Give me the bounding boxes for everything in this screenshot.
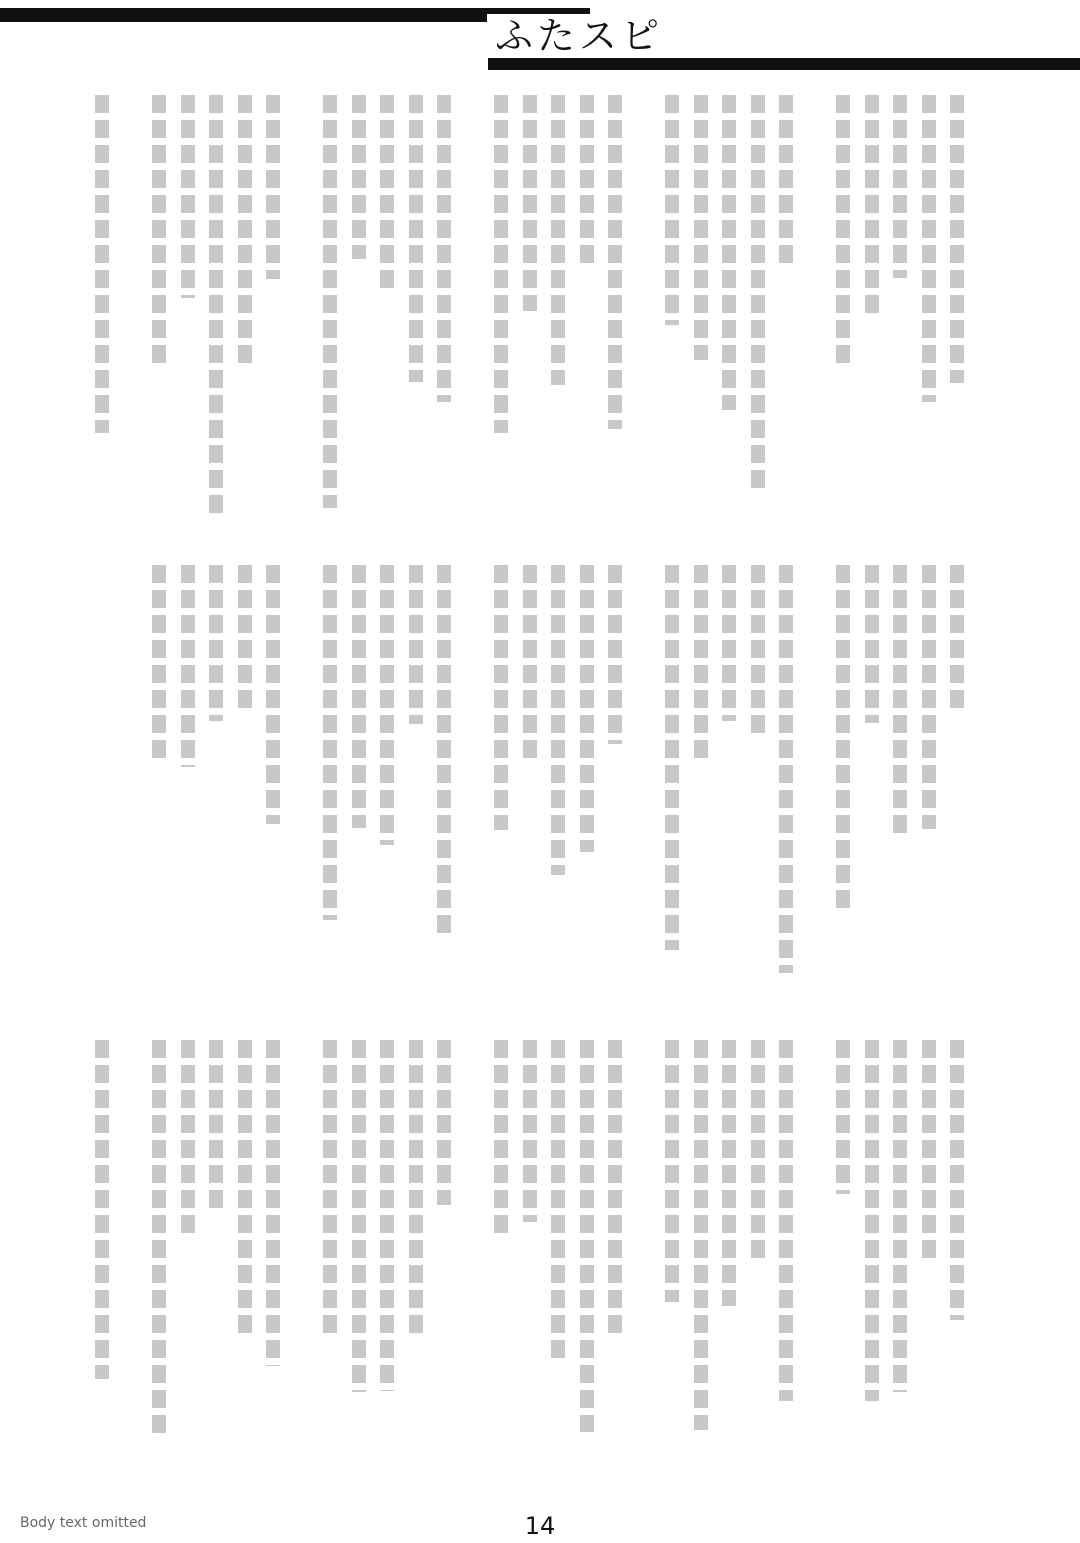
text-column [608, 565, 622, 744]
text-block-1 [80, 95, 970, 525]
text-column [722, 565, 736, 721]
text-column [893, 95, 907, 278]
text-column [865, 1040, 879, 1401]
text-column [665, 95, 679, 325]
text-column [95, 1040, 109, 1379]
text-column [409, 565, 423, 724]
text-column [266, 565, 280, 824]
text-column [922, 1040, 936, 1259]
text-column [950, 565, 964, 714]
text-column [437, 1040, 451, 1205]
text-column [751, 565, 765, 736]
text-column [551, 565, 565, 875]
text-column [409, 1040, 423, 1340]
text-column [608, 1040, 622, 1334]
text-column [922, 95, 936, 402]
text-column [323, 95, 337, 508]
text-column [152, 1040, 166, 1438]
text-column [181, 1040, 195, 1238]
page-number: 14 [524, 1512, 556, 1540]
text-column [922, 565, 936, 829]
text-column [238, 95, 252, 370]
text-column [380, 565, 394, 845]
text-column [551, 95, 565, 385]
text-column [323, 565, 337, 920]
text-column [380, 1040, 394, 1391]
omitted-text-note: Body text omitted [20, 1515, 147, 1531]
text-column [665, 565, 679, 950]
text-column [580, 95, 594, 267]
text-column [779, 95, 793, 267]
text-column [836, 1040, 850, 1194]
text-column [437, 565, 451, 937]
text-column [893, 1040, 907, 1392]
text-column [523, 565, 537, 765]
text-column [523, 1040, 537, 1222]
text-column [352, 565, 366, 828]
text-column [209, 1040, 223, 1210]
text-column [722, 95, 736, 410]
text-column [209, 95, 223, 513]
text-column [266, 1040, 280, 1366]
text-column [409, 95, 423, 382]
text-column [893, 565, 907, 837]
text-column [865, 95, 879, 314]
text-column [551, 1040, 565, 1365]
text-column [352, 95, 366, 259]
text-column [665, 1040, 679, 1302]
text-column [722, 1040, 736, 1306]
text-column [694, 565, 708, 760]
text-column [209, 565, 223, 721]
text-column [380, 95, 394, 295]
text-column [238, 565, 252, 714]
text-column [323, 1040, 337, 1337]
text-column [580, 1040, 594, 1432]
text-column [751, 1040, 765, 1259]
text-column [779, 1040, 793, 1401]
text-column [751, 95, 765, 491]
text-block-3 [80, 1040, 970, 1445]
text-column [523, 95, 537, 311]
text-column [694, 95, 708, 360]
text-column [836, 565, 850, 915]
text-column [836, 95, 850, 369]
text-column [152, 95, 166, 363]
text-column [494, 95, 508, 433]
text-column [95, 95, 109, 433]
text-column [950, 95, 964, 383]
header-bar-right [488, 58, 1080, 70]
text-column [865, 565, 879, 723]
text-column [779, 565, 793, 973]
text-column [494, 565, 508, 830]
text-column [580, 565, 594, 852]
text-column [437, 95, 451, 402]
text-column [694, 1040, 708, 1430]
text-column [238, 1040, 252, 1333]
text-column [181, 565, 195, 767]
text-column [608, 95, 622, 429]
text-column [950, 1040, 964, 1320]
text-column [152, 565, 166, 765]
page-title: ふたスピ [487, 14, 671, 58]
text-block-2 [80, 565, 970, 985]
text-column [494, 1040, 508, 1233]
text-column [352, 1040, 366, 1392]
text-column [181, 95, 195, 298]
text-column [266, 95, 280, 279]
